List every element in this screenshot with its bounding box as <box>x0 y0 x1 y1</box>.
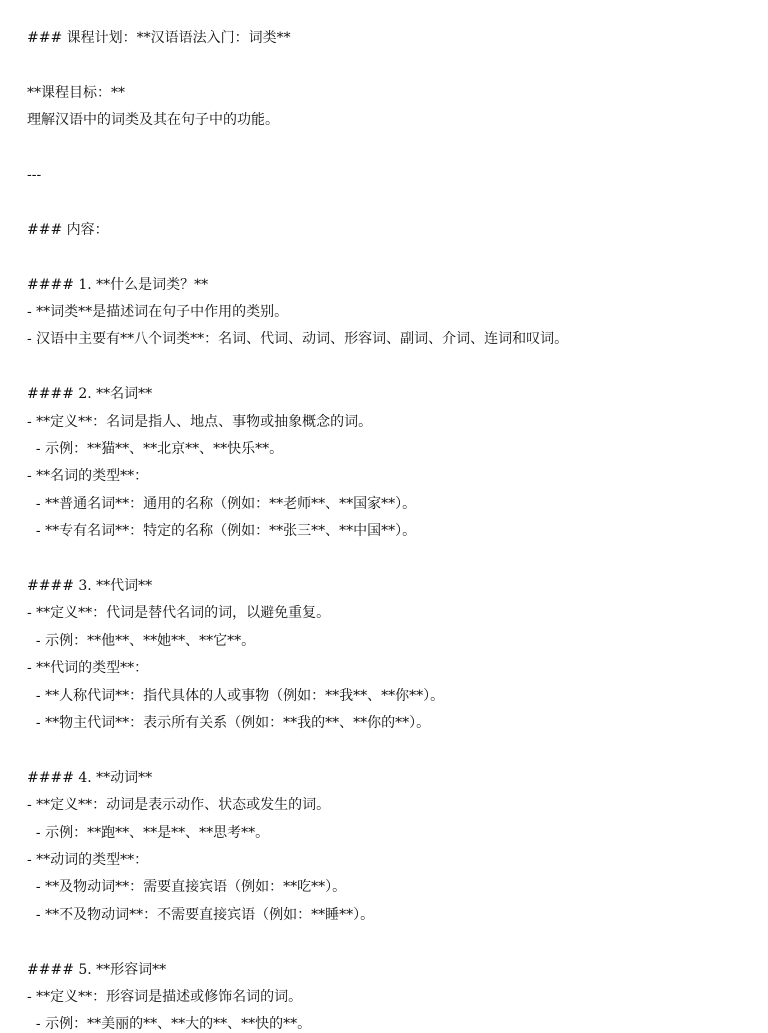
sub-list-item: - **物主代词**：表示所有关系（例如：**我的**、**你的**）。 <box>27 715 431 731</box>
subsection-heading: #### 2. **名词** <box>27 386 153 402</box>
paragraph-line: 理解汉语中的词类及其在句子中的功能。 <box>27 112 279 128</box>
list-item: - 汉语中主要有**八个词类**：名词、代词、动词、形容词、副词、介词、连词和叹词。 <box>27 331 569 347</box>
sub-list-item: - 示例：**他**、**她**、**它**。 <box>27 633 256 649</box>
subsection-heading: #### 4. **动词** <box>27 770 153 786</box>
sub-list-item: - **专有名词**：特定的名称（例如：**张三**、**中国**）。 <box>27 523 417 539</box>
subsection-heading: #### 1. **什么是词类？** <box>27 277 209 293</box>
horizontal-rule: --- <box>27 167 42 183</box>
list-item: - **动词的类型**： <box>27 852 149 868</box>
sub-list-item: - 示例：**猫**、**北京**、**快乐**。 <box>27 441 284 457</box>
list-item: - **代词的类型**： <box>27 660 149 676</box>
list-item: - **名词的类型**： <box>27 468 149 484</box>
section-heading: ### 内容： <box>27 222 109 238</box>
subsection-heading: #### 3. **代词** <box>27 578 153 594</box>
list-item: - **词类**是描述词在句子中作用的类别。 <box>27 304 289 320</box>
sub-list-item: - **不及物动词**：不需要直接宾语（例如：**睡**）。 <box>27 907 375 923</box>
sub-list-item: - **普通名词**：通用的名称（例如：**老师**、**国家**）。 <box>27 496 417 512</box>
subsection-heading: #### 5. **形容词** <box>27 962 167 978</box>
list-item: - **定义**：形容词是描述或修饰名词的词。 <box>27 989 303 1005</box>
sub-list-item: - **及物动词**：需要直接宾语（例如：**吃**）。 <box>27 879 347 895</box>
section-heading: ### 课程计划：**汉语语法入门：词类** <box>27 30 291 46</box>
paragraph-line: **课程目标：** <box>27 85 125 101</box>
sub-list-item: - 示例：**美丽的**、**大的**、**快的**。 <box>27 1016 312 1032</box>
sub-list-item: - 示例：**跑**、**是**、**思考**。 <box>27 825 270 841</box>
list-item: - **定义**：动词是表示动作、状态或发生的词。 <box>27 797 331 813</box>
sub-list-item: - **人称代词**：指代具体的人或事物（例如：**我**、**你**）。 <box>27 688 445 704</box>
list-item: - **定义**：名词是指人、地点、事物或抽象概念的词。 <box>27 414 373 430</box>
list-item: - **定义**：代词是替代名词的词，以避免重复。 <box>27 605 331 621</box>
